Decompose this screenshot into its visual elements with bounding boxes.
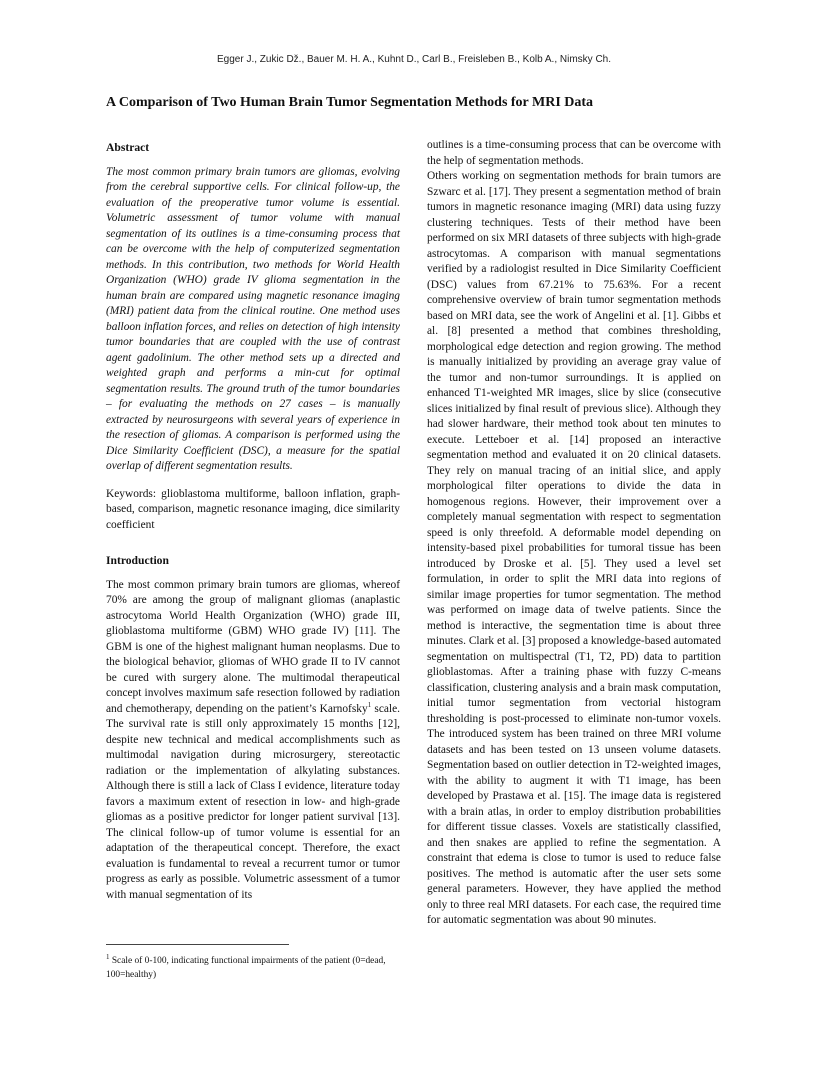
intro-text-part1: The most common primary brain tumors are gliomas, whereof 70% are among the group of malignant gliomas (anaplastic astrocytoma World Health Organization (WHO) grade III, glioblastoma multiforme (GBM) WHO grade IV) [11]. The GBM is one of the highest malignant human neoplasms. Due to the biological behavior, gliomas of WHO grade II to IV cannot be cured with surgery alone. The multimodal therapeutical concept involves maximum safe resection followed by radiation and chemotherapy, depending on the patient’s Karnofsky xyxy=(106,578,400,715)
right-paragraph-2: Others working on segmentation methods for brain tumors are Szwarc et al. [17]. They present a segmentation method of brain tumors in magnetic resonance imaging (MRI) data using fuzzy clustering techniques. Tests of their method have been performed on six MRI datasets of three subjects with high-grade astrocytomas. A comparison with manual segmentations verified by a radiologist resulted in Dice Similarity Coefficient (DSC) values from 67.21% to 75.63%. For a recent comprehensive overview of brain tumor segmentation methods based on MRI data, see the work of Angelini et al. [1]. Gibbs et al. [8] presented a method that combines thresholding, morphological edge detection and region growing. The method is manually initialized by providing an average gray value of the tumor and non-tumor surroundings. It is applied on enhanced T1-weighted MR images, slice by slice (consecutive slices initialized by final result of previous slice). Although they had slower hardware, their method took about ten minutes to execute. Letteboer et al. [14] proposed an interactive segmentation method and evaluated it on 20 clinical datasets. They rely on manual tracing of an initial slice, and apply morphological filter operations to divide the data in homogenous regions. However, their improvement over a completely manual segmentation with respect to segmentation speed is only threefold. A deformable model depending on intensity-based pixel probabilities for tumoral tissue has been introduced by Droske et al. [5]. They used a level set formulation, in order to split the MRI data into regions of similar image properties for tumor segmentation. The method was performed on image data of twelve patients. Since the method is interactive, the segmentation time is about three minutes. Clark et al. [3] proposed a knowledge-based automated segmentation on multispectral (T1, T2, PD) data to partition glioblastomas. After a training phase with fuzzy C-means classification, clustering analysis and a brain mask computation, initial tumor segmentation from vectorial histogram thresholding is post-processed to eliminate non-tumor voxels. The introduced system has been trained on three MRI volume datasets and has been tested on 13 unseen volume datasets. Segmentation based on outlier detection in T2-weighted images, with the ability to augment it with T1 image, has been developed by Prastawa et al. [15]. The image data is registered with a brain atlas, in order to employ distribution probabilities for different tissue classes. Voxels are statistically classified, and then snakes are applied to refine the segmentation. A constraint that edema is close to tumor is used to reduce false positives. The method is automatic after the user sets some general parameters. However, they have applied the method only to three real MRI datasets. For each case, the required time for automatic segmentation was about 90 minutes. xyxy=(427,170,721,926)
running-header: Egger J., Zukic Dž., Bauer M. H. A., Kuhnt D., Carl B., Freisleben B., Kolb A., Nimsky Ch. xyxy=(216,54,612,65)
abstract-heading: Abstract xyxy=(106,141,150,154)
intro-text-part2: scale. The survival rate is still only approximately 15 months [12], despite new technical and medical accomplishments such as multimodal navigation during microsurgery, stereotactic radiation or the implementation of alkylating substances. Although there is still a lack of Class I evidence, literature today favors a maximum extent of resection in low- and high-grade gliomas as a positive predictor for longer patient survival [13]. The clinical follow-up of tumor volume is essential for an adaptation of the therapeutical concept. Therefore, the exact evaluation is fundamental to reveal a recurrent tumor or tumor progress as early as possible. Volumetric assessment of a tumor with manual segmentation of its xyxy=(106,702,400,901)
introduction-heading: Introduction xyxy=(106,554,169,567)
footnote xyxy=(106,952,400,982)
introduction-text xyxy=(106,578,400,904)
footnote-reference: 1 xyxy=(367,700,372,709)
footnote-rule xyxy=(106,944,289,945)
footnote-marker: 1 xyxy=(106,952,110,961)
abstract-text: The most common primary brain tumors are gliomas, evolving from the cerebral supportive cells. For clinical follow-up, the evaluation of the preoperative tumor volume is essential. Volumetric assessment of tumor volume with manual segmentation of its outlines is a time-consuming process that can be overcome with the help of computerized segmentation methods. In this contribution, two methods for World Health Organization (WHO) grade IV glioma segmentation in the human brain are compared using magnetic resonance imaging (MRI) patient data from the clinical routine. One method uses balloon inflation forces, and relies on detection of high intensity tumor boundaries that are coupled with the use of contrast agent gadolinium. The other method sets up a directed and weighted graph and performs a min-cut for optimal segmentation results. The ground truth of the tumor boundaries – for evaluating the methods on 27 cases – is manually extracted by neurosurgeons with several years of experience in the resection of gliomas. A comparison is performed using the Dice Similarity Coefficient (DSC), a measure for the spatial overlap of different segmentation results. xyxy=(106,165,400,472)
right-paragraph-1: outlines is a time-consuming process that can be overcome with the help of segmentation methods. xyxy=(427,139,721,167)
left-column xyxy=(106,140,400,903)
paper-title: A Comparison of Two Human Brain Tumor Segmentation Methods for MRI Data xyxy=(106,95,594,110)
right-column xyxy=(427,138,721,929)
keywords: Keywords: glioblastoma multiforme, balloon inflation, graph-based, comparison, magnetic resonance imaging, dice similarity coefficient xyxy=(106,487,400,531)
footnote-text: Scale of 0-100, indicating functional impairments of the patient (0=dead, 100=healthy) xyxy=(106,956,386,980)
